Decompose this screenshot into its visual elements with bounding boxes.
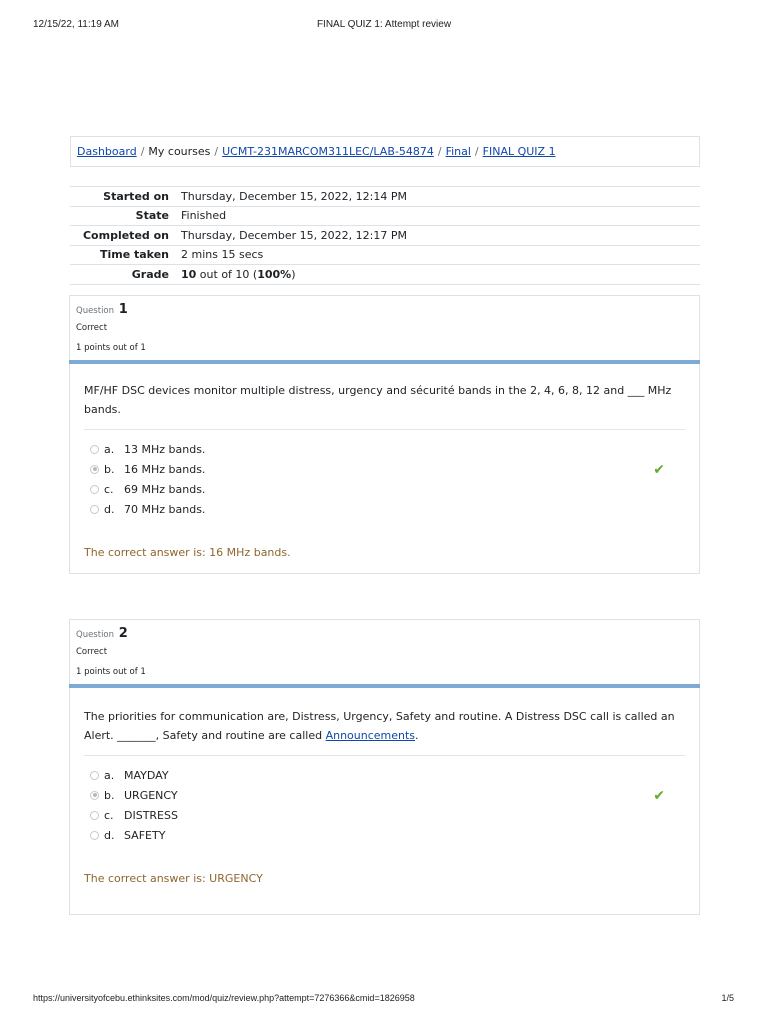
correct-answer-feedback: The correct answer is: 16 MHz bands. [84, 546, 291, 559]
answer-option-a[interactable] [84, 440, 685, 460]
summary-label: Completed on [70, 226, 175, 246]
print-datetime: 12/15/22, 11:19 AM [33, 19, 119, 30]
correct-answer-feedback: The correct answer is: URGENCY [84, 872, 263, 885]
question-label: Question [76, 306, 115, 316]
print-url: https://universityofcebu.ethinksites.com/mod/quiz/review.php?attempt=7276366&cmid=1826958 [33, 993, 415, 1003]
question-number [76, 302, 128, 317]
summary-row-time-taken [70, 245, 700, 265]
answer-option-d[interactable] [84, 500, 685, 520]
question-text-part1: The priorities for communication are, Distress, Urgency, Safety and routine. A Distress DSC call is called an Alert. _______, Safety and routine are called [84, 710, 675, 742]
grade-score: 10 [181, 267, 197, 281]
summary-value: Finished [175, 206, 700, 226]
grade-out-of: out of 10 ( [196, 267, 258, 281]
breadcrumb-separator: / [474, 145, 479, 158]
option-text: 70 MHz bands. [124, 503, 206, 516]
option-text: 16 MHz bands. [124, 463, 206, 476]
answer-option-b[interactable] [84, 460, 685, 480]
summary-label: Time taken [70, 245, 175, 265]
breadcrumb-separator: / [437, 145, 442, 158]
question-state: Correct [76, 323, 108, 333]
answer-options [84, 430, 685, 520]
radio-button-selected[interactable] [90, 465, 99, 474]
option-letter: d. [104, 829, 115, 842]
option-letter: b. [104, 463, 115, 476]
summary-label: Grade [70, 265, 175, 285]
question-text [84, 688, 685, 756]
attempt-summary-table [70, 186, 700, 285]
breadcrumb-course[interactable]: UCMT-231MARCOM311LEC/LAB-54874 [222, 145, 434, 158]
option-text: 69 MHz bands. [124, 483, 206, 496]
answer-option-c[interactable] [84, 480, 685, 500]
print-title: FINAL QUIZ 1: Attempt review [316, 19, 452, 30]
option-letter: c. [104, 483, 114, 496]
option-letter: a. [104, 769, 115, 782]
radio-button-selected[interactable] [90, 791, 99, 800]
question-info [70, 296, 699, 360]
option-letter: a. [104, 443, 115, 456]
option-text: 13 MHz bands. [124, 443, 206, 456]
grade-close: ) [291, 267, 296, 281]
grade-value [175, 265, 700, 285]
breadcrumb-my-courses: My courses [148, 145, 211, 158]
question-number-value: 1 [118, 302, 128, 317]
question-grade: 1 points out of 1 [76, 343, 146, 353]
summary-row-state [70, 206, 700, 226]
radio-button[interactable] [90, 485, 99, 494]
radio-button[interactable] [90, 811, 99, 820]
summary-label: Started on [70, 187, 175, 207]
option-letter: d. [104, 503, 115, 516]
option-text: MAYDAY [124, 769, 169, 782]
check-icon: ✔ [653, 788, 665, 804]
breadcrumb-separator: / [140, 145, 145, 158]
summary-row-grade [70, 265, 700, 285]
summary-value: Thursday, December 15, 2022, 12:17 PM [175, 226, 700, 246]
check-icon: ✔ [653, 462, 665, 478]
option-text: SAFETY [124, 829, 166, 842]
question-2 [69, 619, 700, 915]
grade-percent: 100% [257, 267, 292, 281]
question-label: Question [76, 630, 115, 640]
summary-row-completed [70, 226, 700, 246]
option-letter: c. [104, 809, 114, 822]
summary-row-started [70, 187, 700, 207]
summary-value: Thursday, December 15, 2022, 12:14 PM [175, 187, 700, 207]
announcements-link[interactable]: Announcements [325, 729, 416, 742]
radio-button[interactable] [90, 831, 99, 840]
question-number [76, 626, 128, 641]
question-content [70, 364, 699, 570]
option-text: DISTRESS [124, 809, 178, 822]
breadcrumb-final-quiz-1[interactable]: FINAL QUIZ 1 [482, 145, 556, 158]
radio-button[interactable] [90, 445, 99, 454]
answer-option-c[interactable] [84, 806, 685, 826]
answer-option-d[interactable] [84, 826, 685, 846]
question-grade: 1 points out of 1 [76, 667, 146, 677]
summary-label: State [70, 206, 175, 226]
radio-button[interactable] [90, 771, 99, 780]
print-page-number: 1/5 [721, 993, 734, 1003]
question-state: Correct [76, 647, 108, 657]
option-letter: b. [104, 789, 115, 802]
breadcrumb-final[interactable]: Final [445, 145, 471, 158]
question-text: MF/HF DSC devices monitor multiple distress, urgency and sécurité bands in the 2, 4, 6, 8, 12 and ___ MHz bands. [84, 364, 685, 430]
summary-value: 2 mins 15 secs [175, 245, 700, 265]
question-content [70, 688, 699, 896]
question-text-part2: . [415, 729, 419, 742]
breadcrumb-separator: / [214, 145, 219, 158]
radio-button[interactable] [90, 505, 99, 514]
breadcrumb [70, 136, 700, 167]
question-info [70, 620, 699, 684]
option-text: URGENCY [124, 789, 178, 802]
question-number-value: 2 [118, 626, 128, 641]
question-1 [69, 295, 700, 574]
answer-option-b[interactable] [84, 786, 685, 806]
answer-option-a[interactable] [84, 766, 685, 786]
breadcrumb-dashboard[interactable]: Dashboard [77, 145, 137, 158]
answer-options [84, 756, 685, 846]
